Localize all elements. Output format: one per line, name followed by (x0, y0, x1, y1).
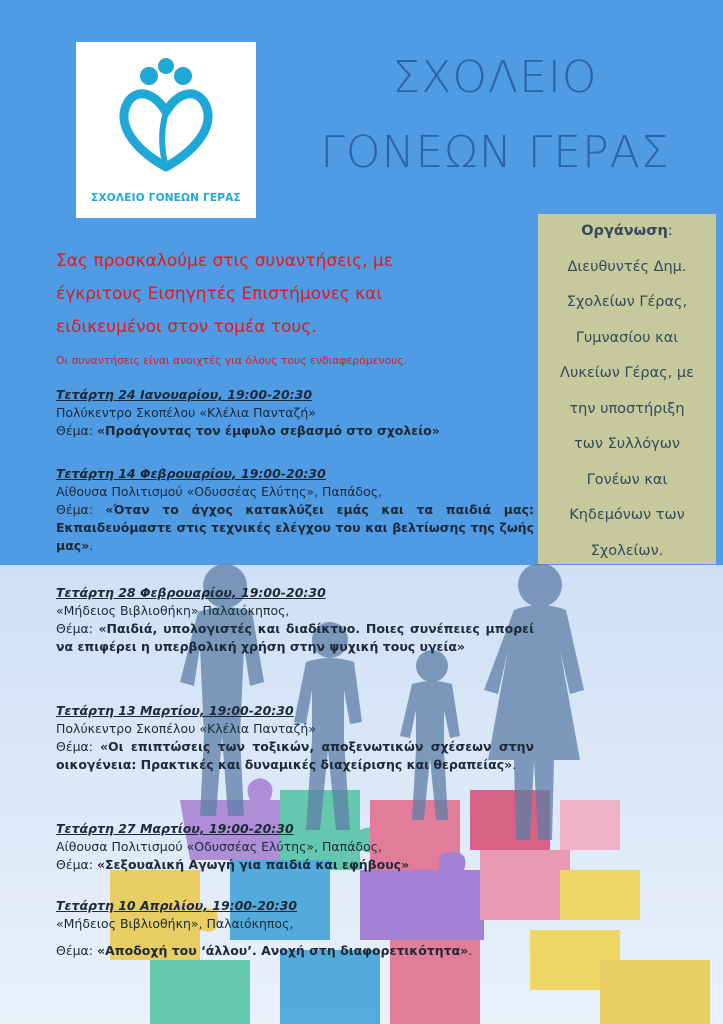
organisation-line: Λυκείων Γέρας, με (560, 365, 694, 381)
organisation-line: Γονέων και (586, 471, 668, 488)
page-title-line-1: ΣΧΟΛΕΙΟ (392, 52, 598, 103)
invitation-text (56, 245, 526, 344)
event-topic: «Οι επιπτώσεις των τοξικών, αποξενωτικών σχέσεων στην οικογένεια: Πρακτικές και δυναμικές διαχείρισης και θεραπείας» (56, 739, 534, 772)
page-title-line-2: ΓΟΝΕΩΝ ΓΕΡΑΣ (320, 127, 670, 178)
event-item (56, 702, 534, 774)
event-date: Τετάρτη 10 Απριλίου, 19:00-20:30 (56, 898, 298, 913)
event-topic-label: Θέμα: (56, 621, 99, 636)
event-topic-line (56, 942, 534, 960)
event-topic-label: Θέμα: (56, 739, 100, 754)
organisation-colon: : (667, 223, 673, 239)
organisation-line: την υποστήριξη (569, 400, 685, 417)
event-topic-label: Θέμα: (56, 857, 97, 872)
invitation-line: ειδικευμένοι στον τομέα τους. (56, 317, 317, 337)
event-item (56, 897, 534, 960)
event-topic-line (56, 620, 534, 656)
event-topic-suffix: . (512, 757, 517, 772)
event-topic-line (56, 738, 534, 774)
event-date: Τετάρτη 24 Ιανουαρίου, 19:00-20:30 (56, 387, 313, 402)
event-venue: Αίθουσα Πολιτισμού «Οδυσσέας Ελύτης», Παπάδος, (56, 839, 383, 854)
event-topic-line (56, 856, 534, 874)
event-topic-suffix: . (468, 943, 473, 958)
event-date: Τετάρτη 27 Μαρτίου, 19:00-20:30 (56, 821, 294, 836)
organisation-line: Σχολείων Γέρας, (566, 294, 688, 310)
organisation-box (538, 214, 716, 564)
event-topic: «Προάγοντας τον έμφυλο σεβασμό στο σχολείο» (96, 423, 440, 438)
school-logo (76, 42, 256, 218)
invitation-note: Οι συναντήσεις είναι ανοιχτές για όλους τους ενδιαφερόμενους. (56, 354, 408, 367)
event-topic-label: Θέμα: (56, 502, 106, 517)
event-venue: Αίθουσα Πολιτισμού «Οδυσσέας Ελύτης», Παπάδος, (56, 484, 383, 499)
event-date: Τετάρτη 28 Φεβρουαρίου, 19:00-20:30 (56, 585, 326, 600)
organisation-line: Κηδεμόνων των (569, 507, 685, 523)
event-topic-label: Θέμα: (56, 943, 97, 958)
event-date: Τετάρτη 13 Μαρτίου, 19:00-20:30 (56, 703, 294, 718)
event-topic-line (56, 422, 534, 440)
organisation-heading: Οργάνωση (581, 223, 668, 239)
organisation-line: Γυμνασίου και (575, 329, 679, 346)
event-topic-line (56, 501, 534, 555)
event-topic-label: Θέμα: (56, 423, 97, 438)
event-venue: Πολύκεντρο Σκοπέλου «Κλέλια Πανταζή» (56, 721, 316, 736)
logo-caption: ΣΧΟΛΕΙΟ ΓΟΝΕΩΝ ΓΕΡΑΣ (91, 192, 241, 204)
event-venue: «Μήδειος Βιβλιοθήκη», Παλαιόκηπος, (56, 916, 294, 931)
family-heart-logo-icon (76, 42, 256, 192)
event-topic: «Παιδιά, υπολογιστές και διαδίκτυο. Ποιες συνέπειες μπορεί να επιφέρει η υπερβολική χρήση στην ψυχική τους υγεία» (56, 621, 534, 654)
event-item (56, 465, 534, 555)
event-topic: «Όταν το άγχος κατακλύζει εμάς και τα παιδιά μας: Εκπαιδευόμαστε στις τεχνικές ελέγχου του και βελτίωσης της ζωής μας» (56, 502, 535, 553)
event-topic: «Αποδοχή του ‘άλλου’. Ανοχή στη διαφορετικότητα» (96, 943, 469, 958)
organisation-line: Διευθυντές Δημ. (567, 258, 687, 275)
organisation-heading-line (538, 214, 716, 250)
event-item (56, 386, 534, 440)
invitation-line: Σας προσκαλούμε στις συναντήσεις, με (56, 251, 393, 271)
event-venue: Πολύκεντρο Σκοπέλου «Κλέλια Πανταζή» (56, 405, 316, 420)
invitation-line: έγκριτους Εισηγητές Επιστήμονες και (56, 284, 383, 304)
organisation-line: Σχολείων. (590, 542, 664, 559)
event-date: Τετάρτη 14 Φεβρουαρίου, 19:00-20:30 (56, 466, 326, 481)
organisation-line: των Συλλόγων (574, 436, 680, 452)
event-topic-suffix: . (89, 538, 94, 553)
event-item (56, 584, 534, 656)
event-topic: «Σεξουαλική Αγωγή για παιδιά και εφήβους» (96, 857, 410, 872)
event-item (56, 820, 534, 874)
event-venue: «Μήδειος Βιβλιοθήκη» Παλαιόκηπος, (56, 603, 290, 618)
